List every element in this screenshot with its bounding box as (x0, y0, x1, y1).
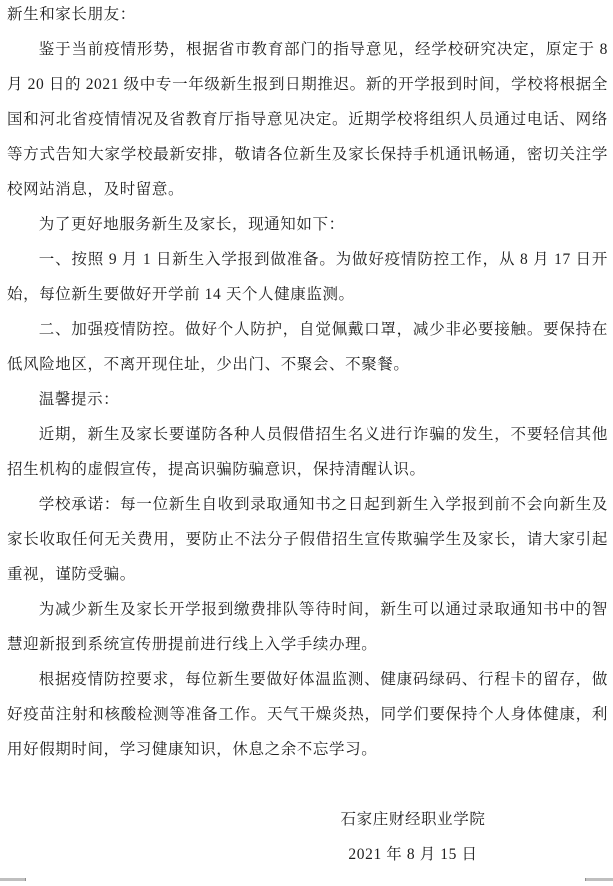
paragraph-item-1-registration: 一、按照 9 月 1 日新生入学报到做准备。为做好疫情防控工作，从 8 月 17 日开始，每位新生要做好开学前 14 天个人健康监测。 (7, 251, 608, 303)
signature-date: 2021 年 8 月 15 日 (348, 846, 478, 863)
paragraph-online-registration: 为减少新生及家长开学报到缴费排队等待时间，新生可以通过录取通知书中的智慧迎新报到系统宣传册提前进行线上入学手续办理。 (7, 601, 608, 653)
paragraph-notice-intro: 为了更好地服务新生及家长，现通知如下： (38, 216, 345, 233)
paragraph-school-promise: 学校承诺：每一位新生自收到录取通知书之日起到新生入学报到前不会向新生及家长收取任何无关费用，要防止不法分子假借招生宣传欺骗学生及家长，请大家引起重视，谨防受骗。 (7, 496, 608, 583)
paragraph-postponement: 鉴于当前疫情形势，根据省市教育部门的指导意见，经学校研究决定，原定于 8 月 20 日的 2021 级中专一年级新生报到日期推迟。新的开学报到时间，学校将根据全国和河北省疫情情况及省教育厅指导意见决定。近期学校将组织人员通过电话、网络等方式告知大家学校最新安排，敬请各位新生及家长保持手机通讯畅通，密切关注学校网站消息，及时留意。 (7, 41, 608, 198)
paragraph-tips-heading: 温馨提示： (38, 391, 120, 408)
paragraph-item-2-epidemic-control: 二、加强疫情防控。做好个人防护，自觉佩戴口罩，减少非必要接触。要保持在低风险地区，不离开现住址，少出门、不聚会、不聚餐。 (7, 321, 608, 373)
salutation: 新生和家长朋友： (7, 6, 136, 23)
signature-block (213, 802, 613, 872)
paragraph-health-requirements: 根据疫情防控要求，每位新生要做好体温监测、健康码绿码、行程卡的留存，做好疫苗注射和核酸检测等准备工作。天气干燥炎热，同学们要保持个人身体健康，利用好假期时间，学习健康知识，休息之余不忘学习。 (7, 671, 608, 758)
signature-organization: 石家庄财经职业学院 (340, 811, 486, 828)
paragraph-fraud-warning: 近期，新生及家长要谨防各种人员假借招生名义进行诈骗的发生，不要轻信其他招生机构的虚假宣传，提高识骗防骗意识，保持清醒认识。 (7, 426, 608, 478)
notice-body (7, 0, 608, 767)
horizontal-scrollbar-fragment-left[interactable] (0, 878, 26, 881)
horizontal-scrollbar-fragment-right[interactable] (585, 878, 613, 881)
